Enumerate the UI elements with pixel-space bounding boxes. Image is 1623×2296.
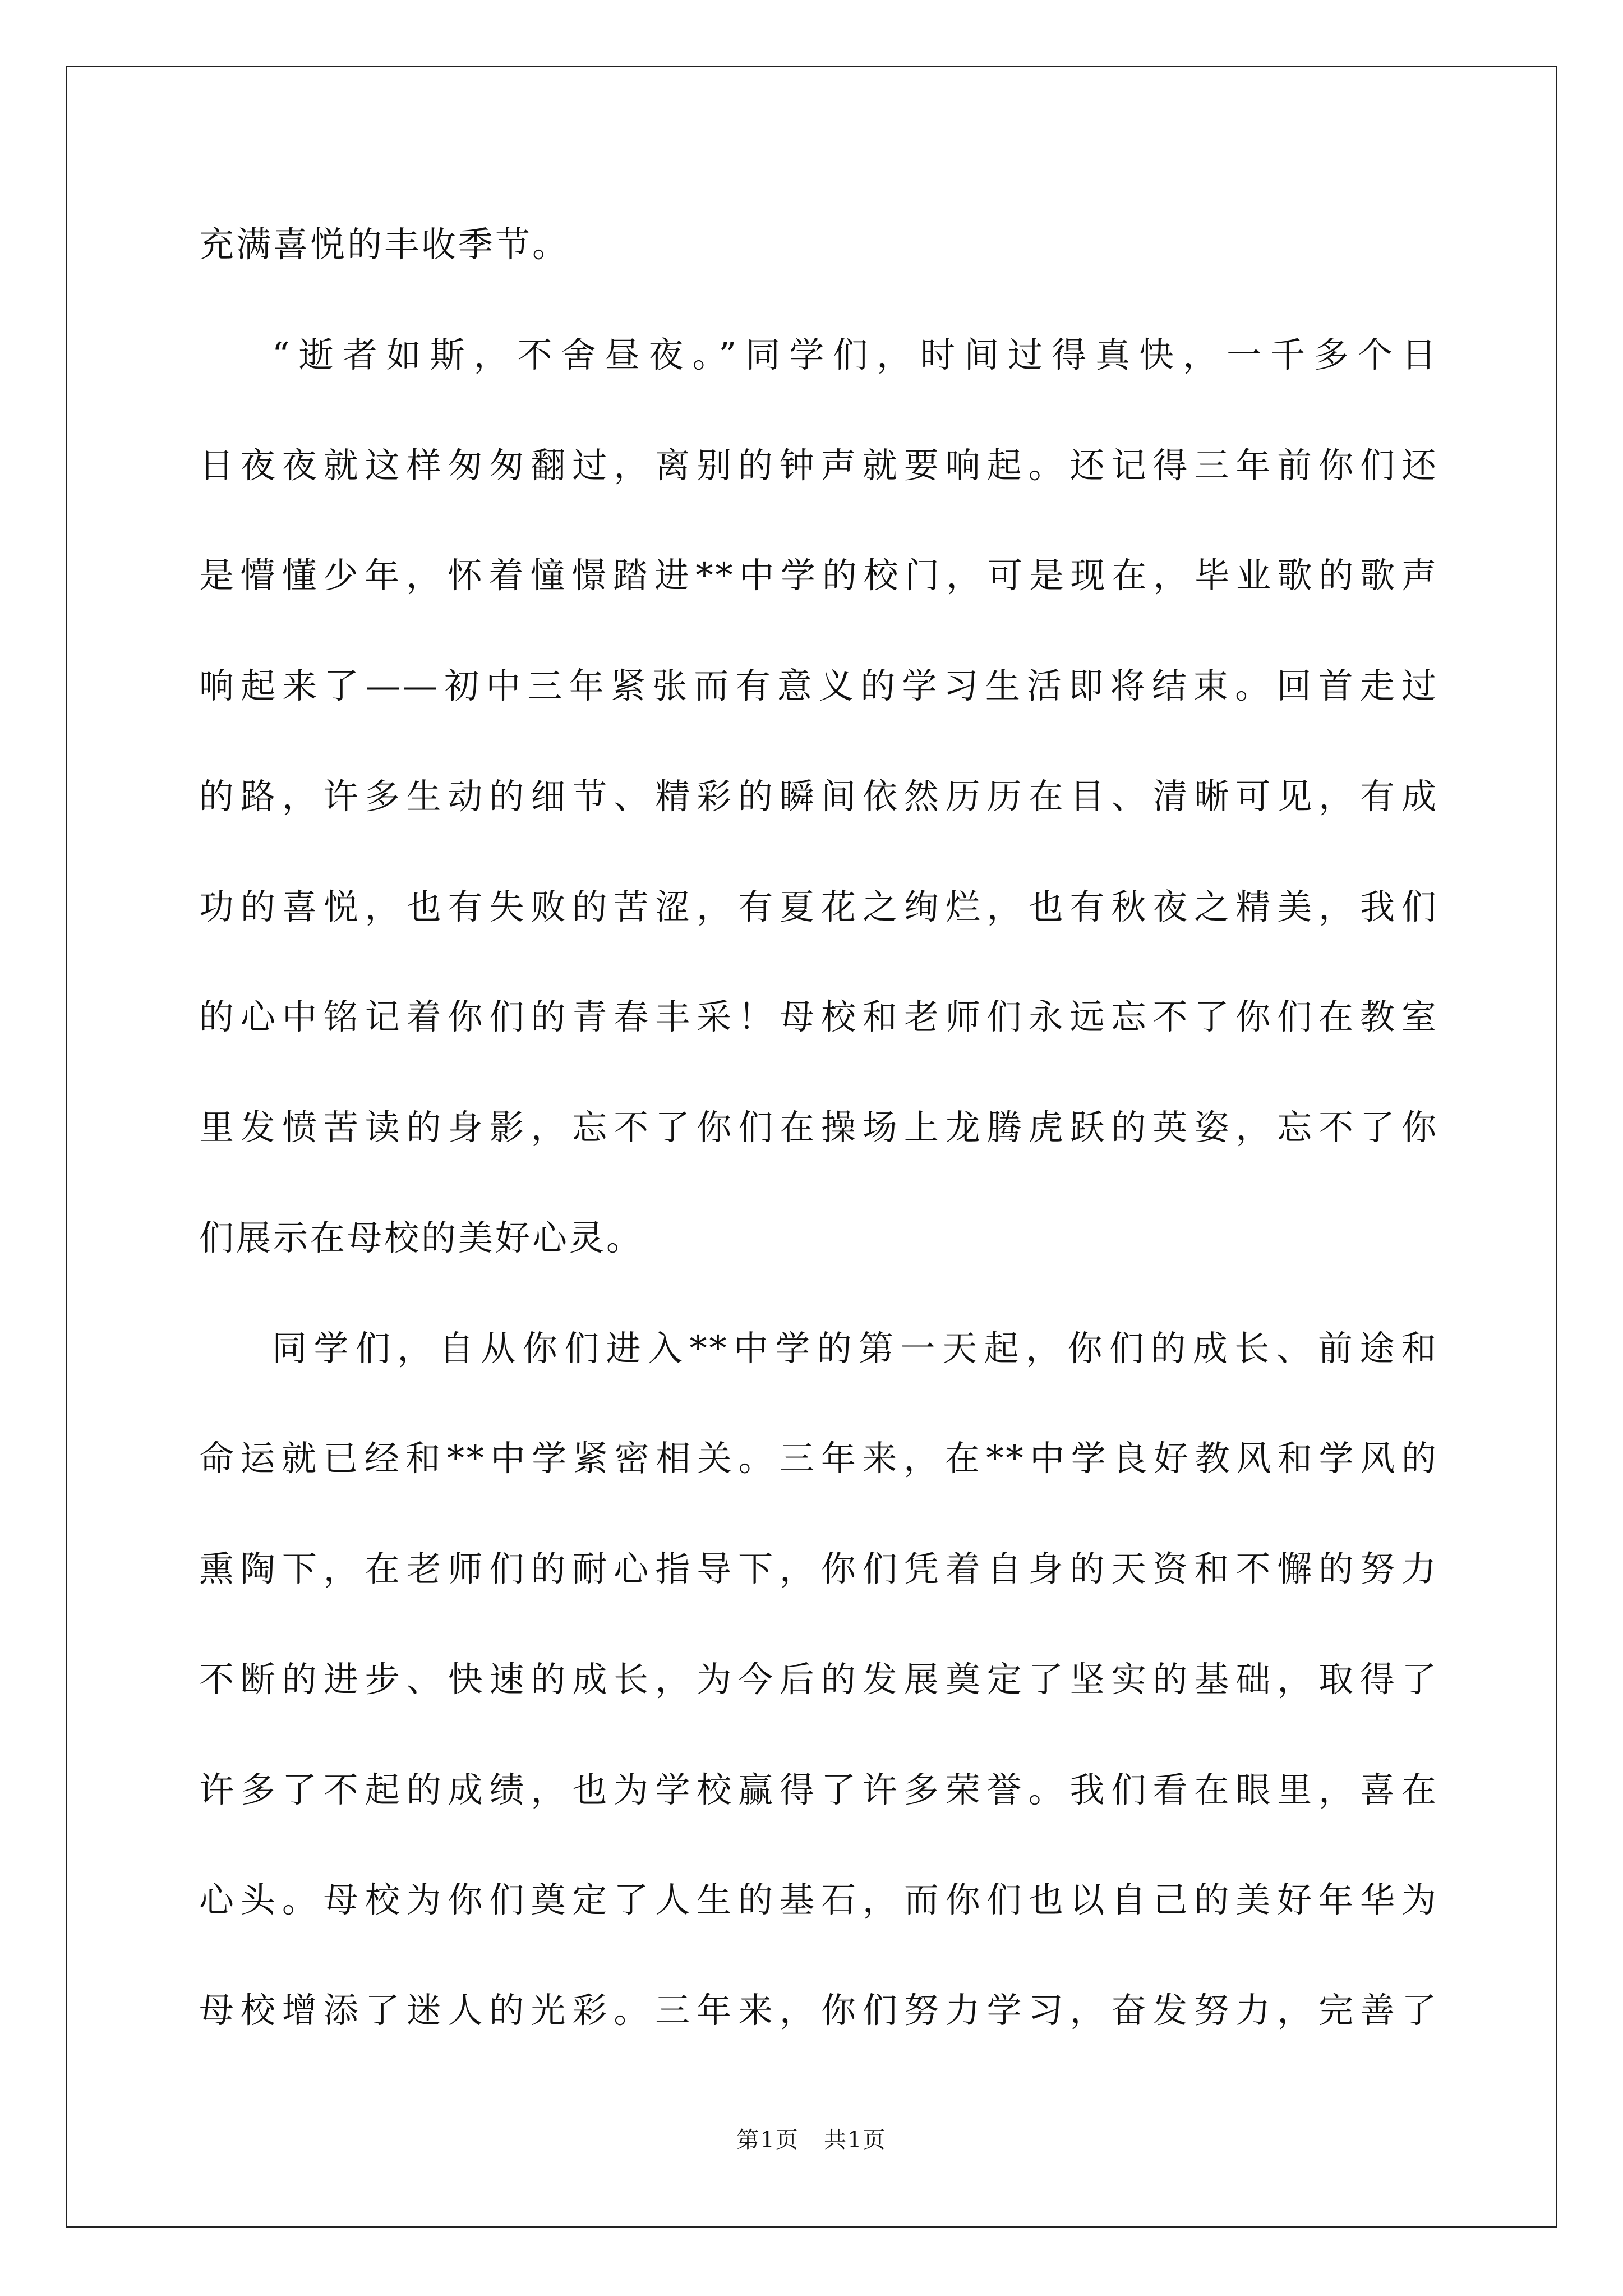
text-line-7: 功的喜悦，也有失败的苦涩，有夏花之绚烂，也有秋夜之精美，我们 [199,886,1438,927]
text-line-15: 许多了不起的成绩，也为学校赢得了许多荣誉。我们看在眼里，喜在 [199,1769,1438,1810]
text-line-12: 命运就已经和**中学紧密相关。三年来，在**中学良好教风和学风的 [199,1438,1438,1479]
text-line-8: 的心中铭记着你们的青春丰采！母校和老师们永远忘不了你们在教室 [199,996,1438,1037]
text-line-17: 母校增添了迷人的光彩。三年来，你们努力学习，奋发努力，完善了 [199,1990,1438,2031]
text-line-9: 里发愤苦读的身影，忘不了你们在操场上龙腾虎跃的英姿，忘不了你 [199,1107,1438,1148]
text-line-3: 日夜夜就这样匆匆翻过，离别的钟声就要响起。还记得三年前你们还 [199,445,1438,486]
text-line-11: 同学们，自从你们进入**中学的第一天起，你们的成长、前途和 [272,1328,1438,1369]
text-line-16: 心头。母校为你们奠定了人生的基石，而你们也以自己的美好年华为 [199,1879,1438,1920]
text-line-13: 熏陶下，在老师们的耐心指导下，你们凭着自身的天资和不懈的努力 [199,1548,1438,1589]
text-line-10: 们展示在母校的美好心灵。 [199,1217,644,1258]
text-line-2: “逝者如斯，不舍昼夜。”同学们，时间过得真快，一千多个日 [272,334,1438,375]
text-line-14: 不断的进步、快速的成长，为今后的发展奠定了坚实的基础，取得了 [199,1659,1438,1700]
text-line-1: 充满喜悦的丰收季节。 [199,224,570,265]
text-line-6: 的路，许多生动的细节、精彩的瞬间依然历历在目、清晰可见，有成 [199,776,1438,817]
text-line-4: 是懵懂少年，怀着憧憬踏进**中学的校门，可是现在，毕业歌的歌声 [199,555,1438,596]
text-line-5: 响起来了——初中三年紧张而有意义的学习生活即将结束。回首走过 [199,665,1438,706]
page-footer: 第1页 共1页 [736,2127,887,2153]
